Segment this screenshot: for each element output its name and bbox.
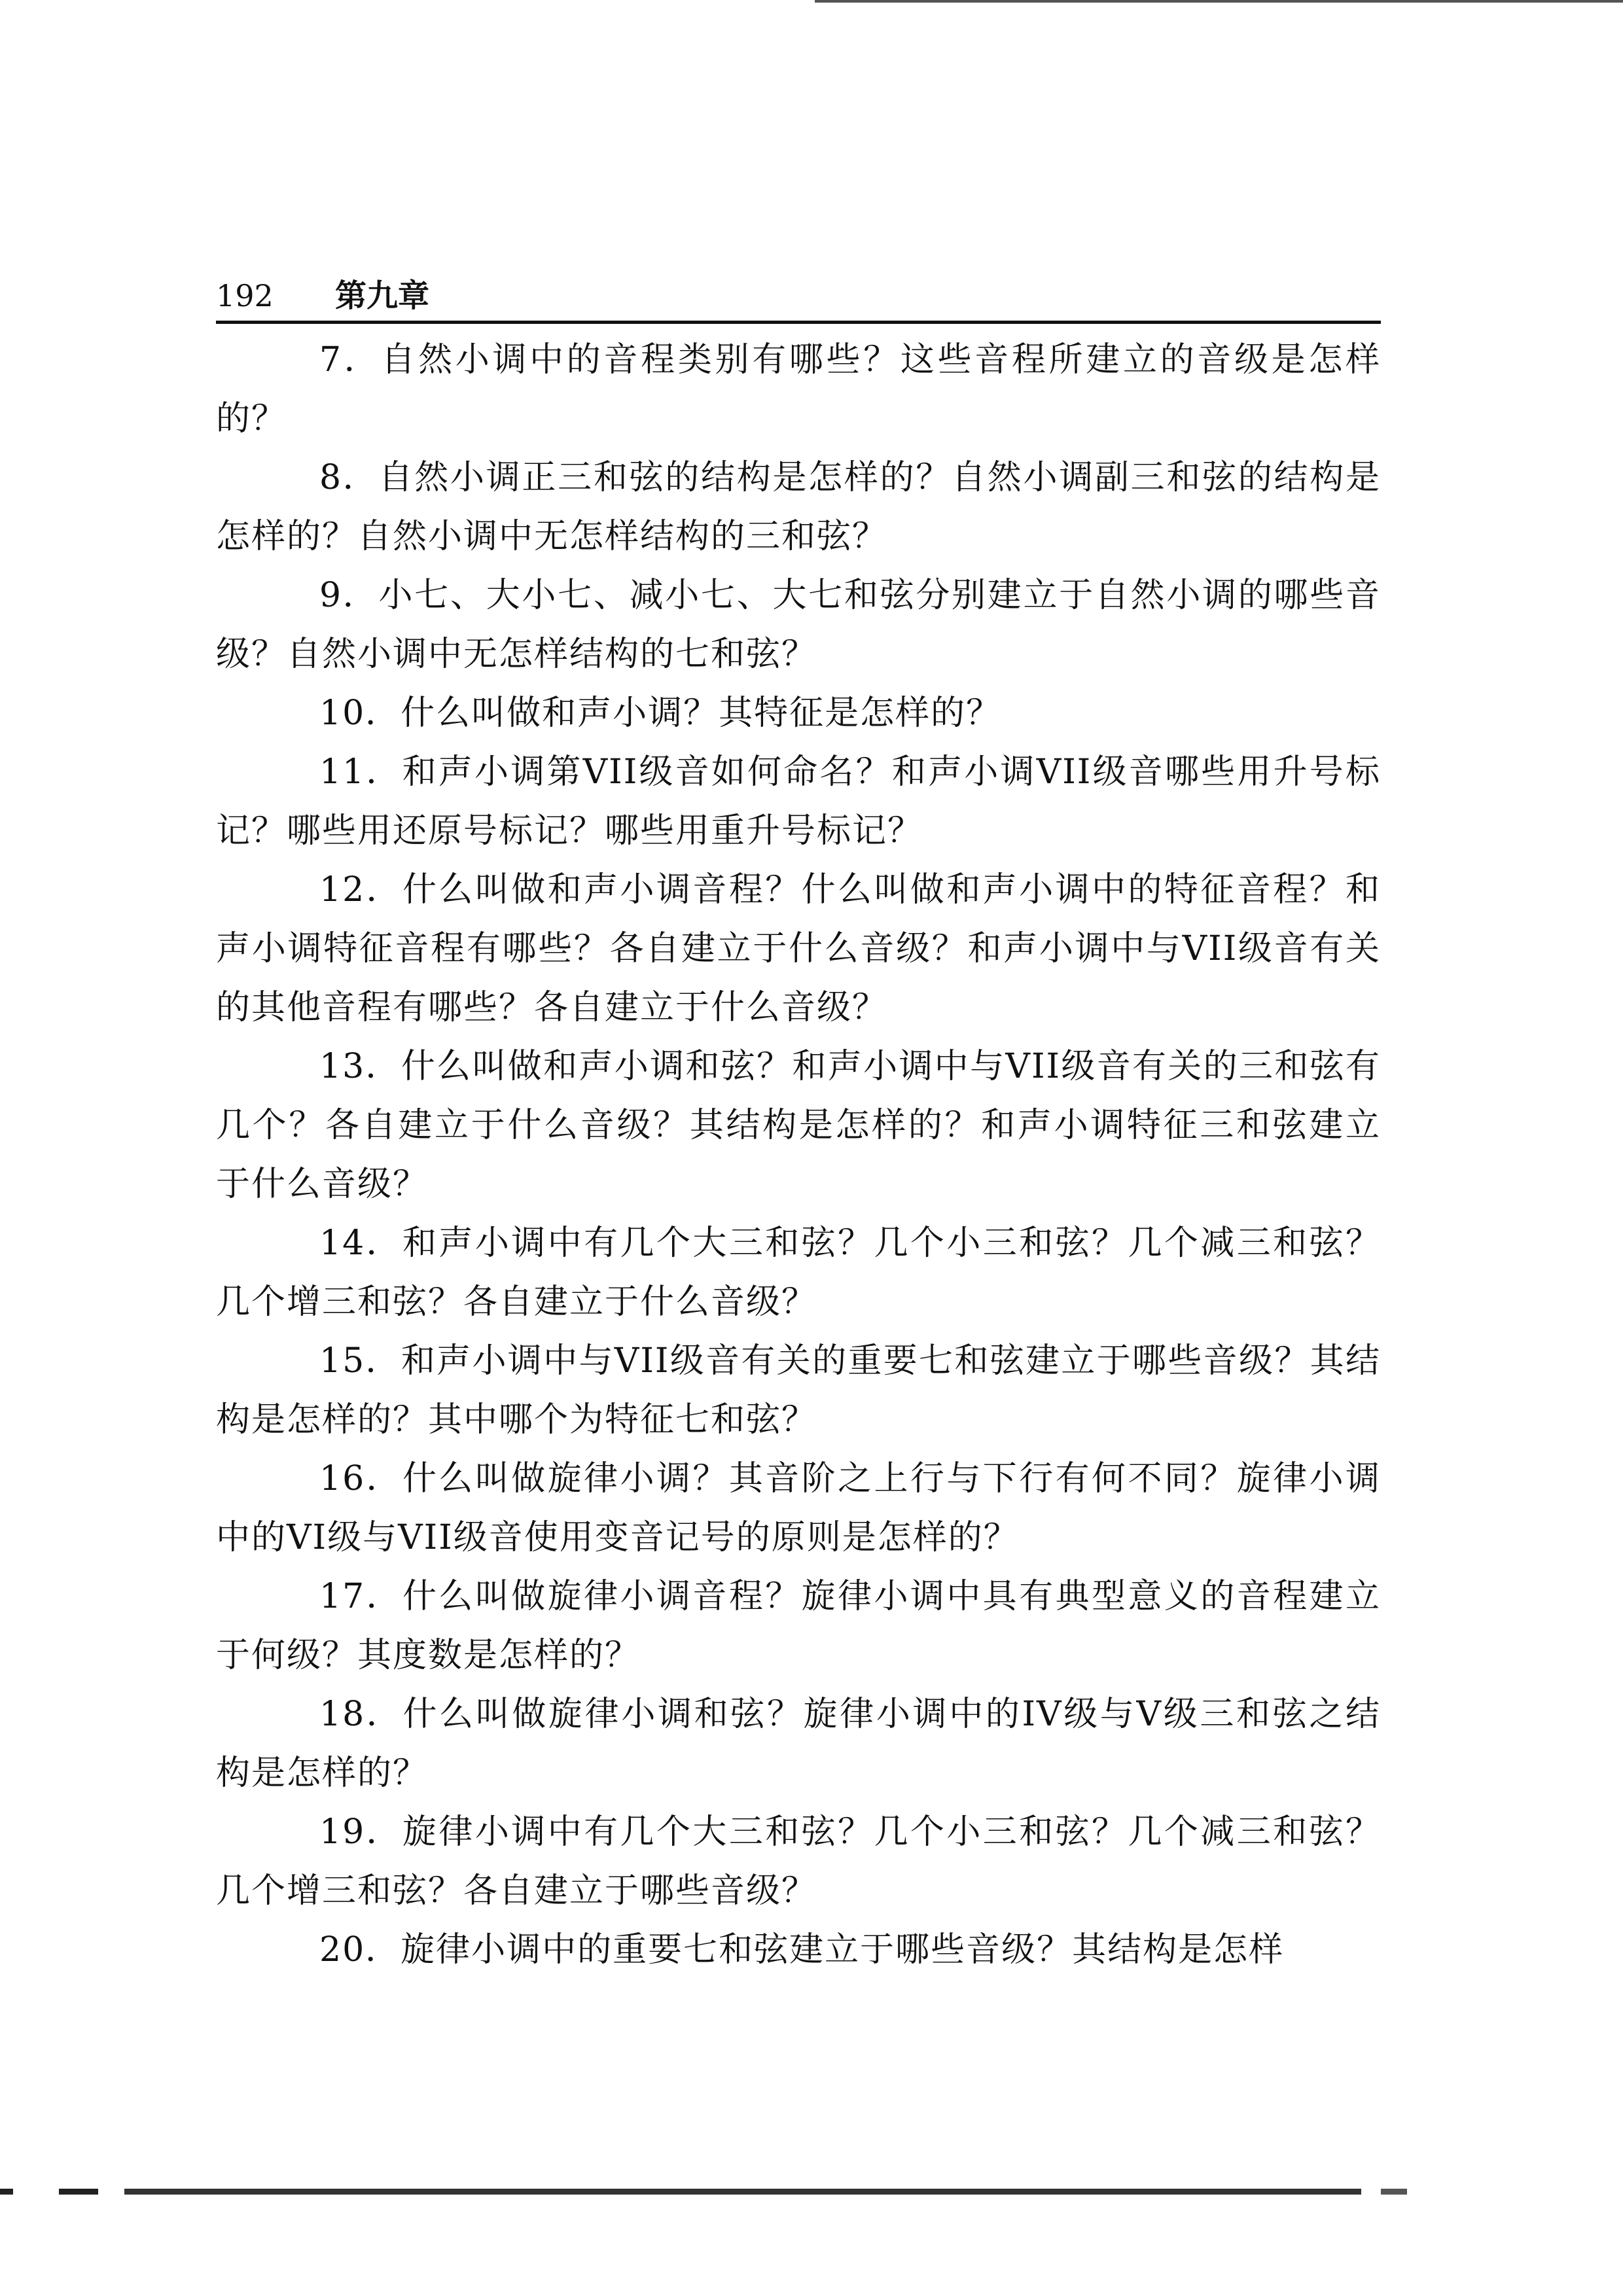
question-15: 15．和声小调中与VII级音有关的重要七和弦建立于哪些音级？其结构是怎样的？其中哪个为特征七和弦？ bbox=[216, 1341, 1381, 1439]
question-13: 13．什么叫做和声小调和弦？和声小调中与VII级音有关的三和弦有几个？各自建立于什么音级？其结构是怎样的？和声小调特征三和弦建立于什么音级？ bbox=[216, 1047, 1381, 1204]
question-14: 14．和声小调中有几个大三和弦？几个小三和弦？几个减三和弦？几个增三和弦？各自建立于什么音级？ bbox=[216, 1224, 1381, 1322]
question-12: 12．什么叫做和声小调音程？什么叫做和声小调中的特征音程？和声小调特征音程有哪些？各自建立于什么音级？和声小调中与VII级音有关的其他音程有哪些？各自建立于什么音级？ bbox=[216, 870, 1381, 1027]
question-20: 20．旋律小调中的重要七和弦建立于哪些音级？其结构是怎样 bbox=[319, 1930, 1285, 1969]
question-17: 17．什么叫做旋律小调音程？旋律小调中具有典型意义的音程建立于何级？其度数是怎样的？ bbox=[216, 1577, 1381, 1675]
question-8: 8．自然小调正三和弦的结构是怎样的？自然小调副三和弦的结构是怎样的？自然小调中无怎样结构的三和弦？ bbox=[216, 458, 1381, 556]
question-10: 10．什么叫做和声小调？其特征是怎样的？ bbox=[319, 694, 1002, 733]
running-header bbox=[216, 268, 1381, 324]
question-19: 19．旋律小调中有几个大三和弦？几个小三和弦？几个减三和弦？几个增三和弦？各自建立于哪些音级？ bbox=[216, 1812, 1381, 1911]
question-11: 11．和声小调第VII级音如何命名？和声小调VII级音哪些用升号标记？哪些用还原号标记？哪些用重升号标记？ bbox=[216, 752, 1381, 851]
question-7: 7．自然小调中的音程类别有哪些？这些音程所建立的音级是怎样的？ bbox=[216, 340, 1381, 438]
page-number: 192 bbox=[216, 278, 274, 313]
question-9: 9．小七、大小七、减小七、大七和弦分别建立于自然小调的哪些音级？自然小调中无怎样结构的七和弦？ bbox=[216, 576, 1381, 674]
chapter-title: 第九章 bbox=[335, 277, 430, 314]
question-list bbox=[216, 330, 1381, 1979]
bottom-scan-rule bbox=[0, 2189, 1407, 2195]
question-16: 16．什么叫做旋律小调？其音阶之上行与下行有何不同？旋律小调中的VI级与VII级音使用变音记号的原则是怎样的？ bbox=[216, 1459, 1381, 1557]
question-18: 18．什么叫做旋律小调和弦？旋律小调中的IV级与V级三和弦之结构是怎样的？ bbox=[216, 1695, 1381, 1793]
top-edge-rule bbox=[815, 0, 1623, 3]
